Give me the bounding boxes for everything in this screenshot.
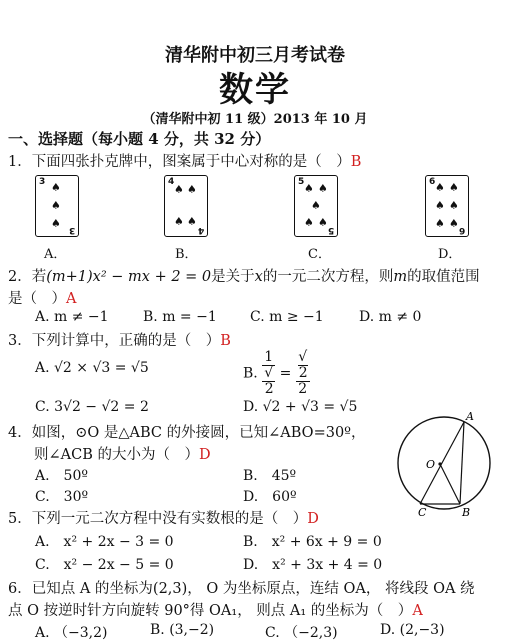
answer-mark: A <box>66 291 77 307</box>
label-a: A <box>466 410 474 423</box>
equation: (m+1)x² − mx + 2 = 0 <box>46 269 212 285</box>
segment-ob <box>440 464 460 504</box>
spade-icon: ♠ <box>174 215 184 228</box>
exam-school-title: 清华附中初三月考试卷 <box>165 45 345 66</box>
spade-icon: ♠ <box>318 182 328 195</box>
card-rank: 4 <box>197 225 204 235</box>
question-text: 则∠ACB 的大小为（ ） <box>34 447 199 463</box>
question-number: 1． <box>8 154 32 170</box>
question-4-line-2 <box>34 443 211 464</box>
question-2-line-2 <box>8 287 76 308</box>
option-d: D. m ≠ 0 <box>359 309 422 325</box>
card-rank: 3 <box>68 225 75 235</box>
option-a: A. √2 × √3 = √5 <box>35 360 149 376</box>
exam-subtitle: （清华附中初 11 级）2013 年 10 月 <box>142 112 368 127</box>
playing-card-c <box>294 175 338 237</box>
option-d: D. x² + 3x + 4 = 0 <box>243 557 383 573</box>
spade-icon: ♠ <box>51 199 61 212</box>
spade-icon: ♠ <box>318 216 328 229</box>
spade-icon: ♠ <box>435 181 445 194</box>
question-number: 5． <box>8 511 32 527</box>
card-label-b: B． <box>175 247 198 262</box>
question-text: 若 <box>31 269 47 285</box>
segment-ab <box>460 422 464 504</box>
option-a: A. （−3,2) <box>35 625 108 641</box>
question-number: 6． <box>8 581 32 597</box>
spade-icon: ♠ <box>51 217 61 230</box>
circle-figure <box>388 408 508 518</box>
question-text: 下列一元二次方程中没有实数根的是（ ） <box>31 511 308 527</box>
answer-mark: B <box>220 333 231 349</box>
option-a: A. m ≠ −1 <box>35 309 109 325</box>
question-4 <box>8 421 365 442</box>
option-a: A. 50º <box>35 468 88 484</box>
label-o: O <box>426 458 436 471</box>
option-a: A. x² + 2x − 3 = 0 <box>35 534 174 550</box>
option-c: C. x² − 2x − 5 = 0 <box>35 557 174 573</box>
playing-card-b <box>164 175 208 237</box>
option-b: B. 1 √ 2 = √ 2 2 <box>243 349 308 397</box>
question-number: 2． <box>8 269 32 285</box>
spade-icon: ♠ <box>449 199 459 212</box>
spade-icon: ♠ <box>449 217 459 230</box>
spade-icon: ♠ <box>449 181 459 194</box>
question-6-line-2 <box>8 599 423 620</box>
card-label-a: A． <box>44 247 67 262</box>
spade-icon: ♠ <box>304 182 314 195</box>
option-label: B. <box>243 365 258 382</box>
card-label-d: D． <box>438 247 462 262</box>
question-text: 的取值范围 <box>407 269 480 285</box>
question-text: 如图，⊙O 是△ABC 的外接圆，已知∠ABO=30º， <box>31 425 366 441</box>
option-c: C. m ≥ −1 <box>250 309 324 325</box>
question-text: 是（ ） <box>8 291 66 307</box>
option-c: C. （−2,3) <box>265 625 338 641</box>
answer-mark: B <box>350 154 362 170</box>
variable: m <box>393 269 408 285</box>
spade-icon: ♠ <box>174 183 184 196</box>
card-rank: 6 <box>458 225 465 235</box>
option-b: B. 45º <box>243 468 297 484</box>
question-number: 3． <box>8 333 32 349</box>
card-rank: 6 <box>429 177 436 187</box>
label-c: C <box>418 506 427 518</box>
spade-icon: ♠ <box>435 199 445 212</box>
question-number: 4． <box>8 425 32 441</box>
playing-card-a <box>35 175 79 237</box>
exam-subject-title: 数学 <box>219 70 291 110</box>
question-2 <box>8 265 480 286</box>
spade-icon: ♠ <box>311 199 321 212</box>
answer-mark: D <box>307 511 319 527</box>
option-d: D. 60º <box>243 489 297 505</box>
question-text: 是关于 <box>211 269 255 285</box>
option-d: D. √2 + √3 = √5 <box>243 399 358 415</box>
question-5 <box>8 507 319 528</box>
fraction: √ 2 2 <box>296 350 310 397</box>
option-b: B. m = −1 <box>143 309 217 325</box>
question-text: 点 O 按逆时针方向旋转 90°得 OA₁， 则点 A₁ 的坐标为（ ） <box>8 603 413 619</box>
question-1 <box>8 150 361 171</box>
question-text: 下面四张扑克牌中，图案属于中心对称的是（ ） <box>31 154 351 170</box>
card-rank: 5 <box>327 225 334 235</box>
question-6 <box>8 577 475 598</box>
option-b: B. x² + 6x + 9 = 0 <box>243 534 382 550</box>
label-b: B <box>462 506 471 518</box>
card-rank: 4 <box>168 177 175 187</box>
spade-icon: ♠ <box>435 217 445 230</box>
question-text: 已知点 A 的坐标为(2,3)， O 为坐标原点，连结 OA， 将线段 OA 绕 <box>31 581 475 597</box>
circumcircle <box>398 417 490 509</box>
question-text: 的一元二次方程，则 <box>262 269 394 285</box>
question-3 <box>8 329 231 350</box>
spade-icon: ♠ <box>187 183 197 196</box>
fraction: 1 √ 2 <box>264 349 274 397</box>
section-heading: 一、选择题（每小题 4 分，共 32 分） <box>8 130 271 148</box>
answer-mark: D <box>198 447 211 463</box>
playing-card-d <box>425 175 469 237</box>
card-label-c: C． <box>308 247 331 262</box>
option-c: C. 3√2 − √2 = 2 <box>35 399 149 415</box>
option-b: B. (3,−2) <box>150 622 215 638</box>
card-rank: 3 <box>39 177 46 187</box>
center-point <box>438 462 441 465</box>
spade-icon: ♠ <box>304 216 314 229</box>
spade-icon: ♠ <box>51 181 61 194</box>
option-d: D. (2,−3) <box>380 622 445 638</box>
question-text: 下列计算中，正确的是（ ） <box>31 333 221 349</box>
answer-mark: A <box>412 603 423 619</box>
variable: x <box>254 269 263 285</box>
card-rank: 5 <box>298 177 305 187</box>
option-c: C. 30º <box>35 489 89 505</box>
spade-icon: ♠ <box>187 215 197 228</box>
